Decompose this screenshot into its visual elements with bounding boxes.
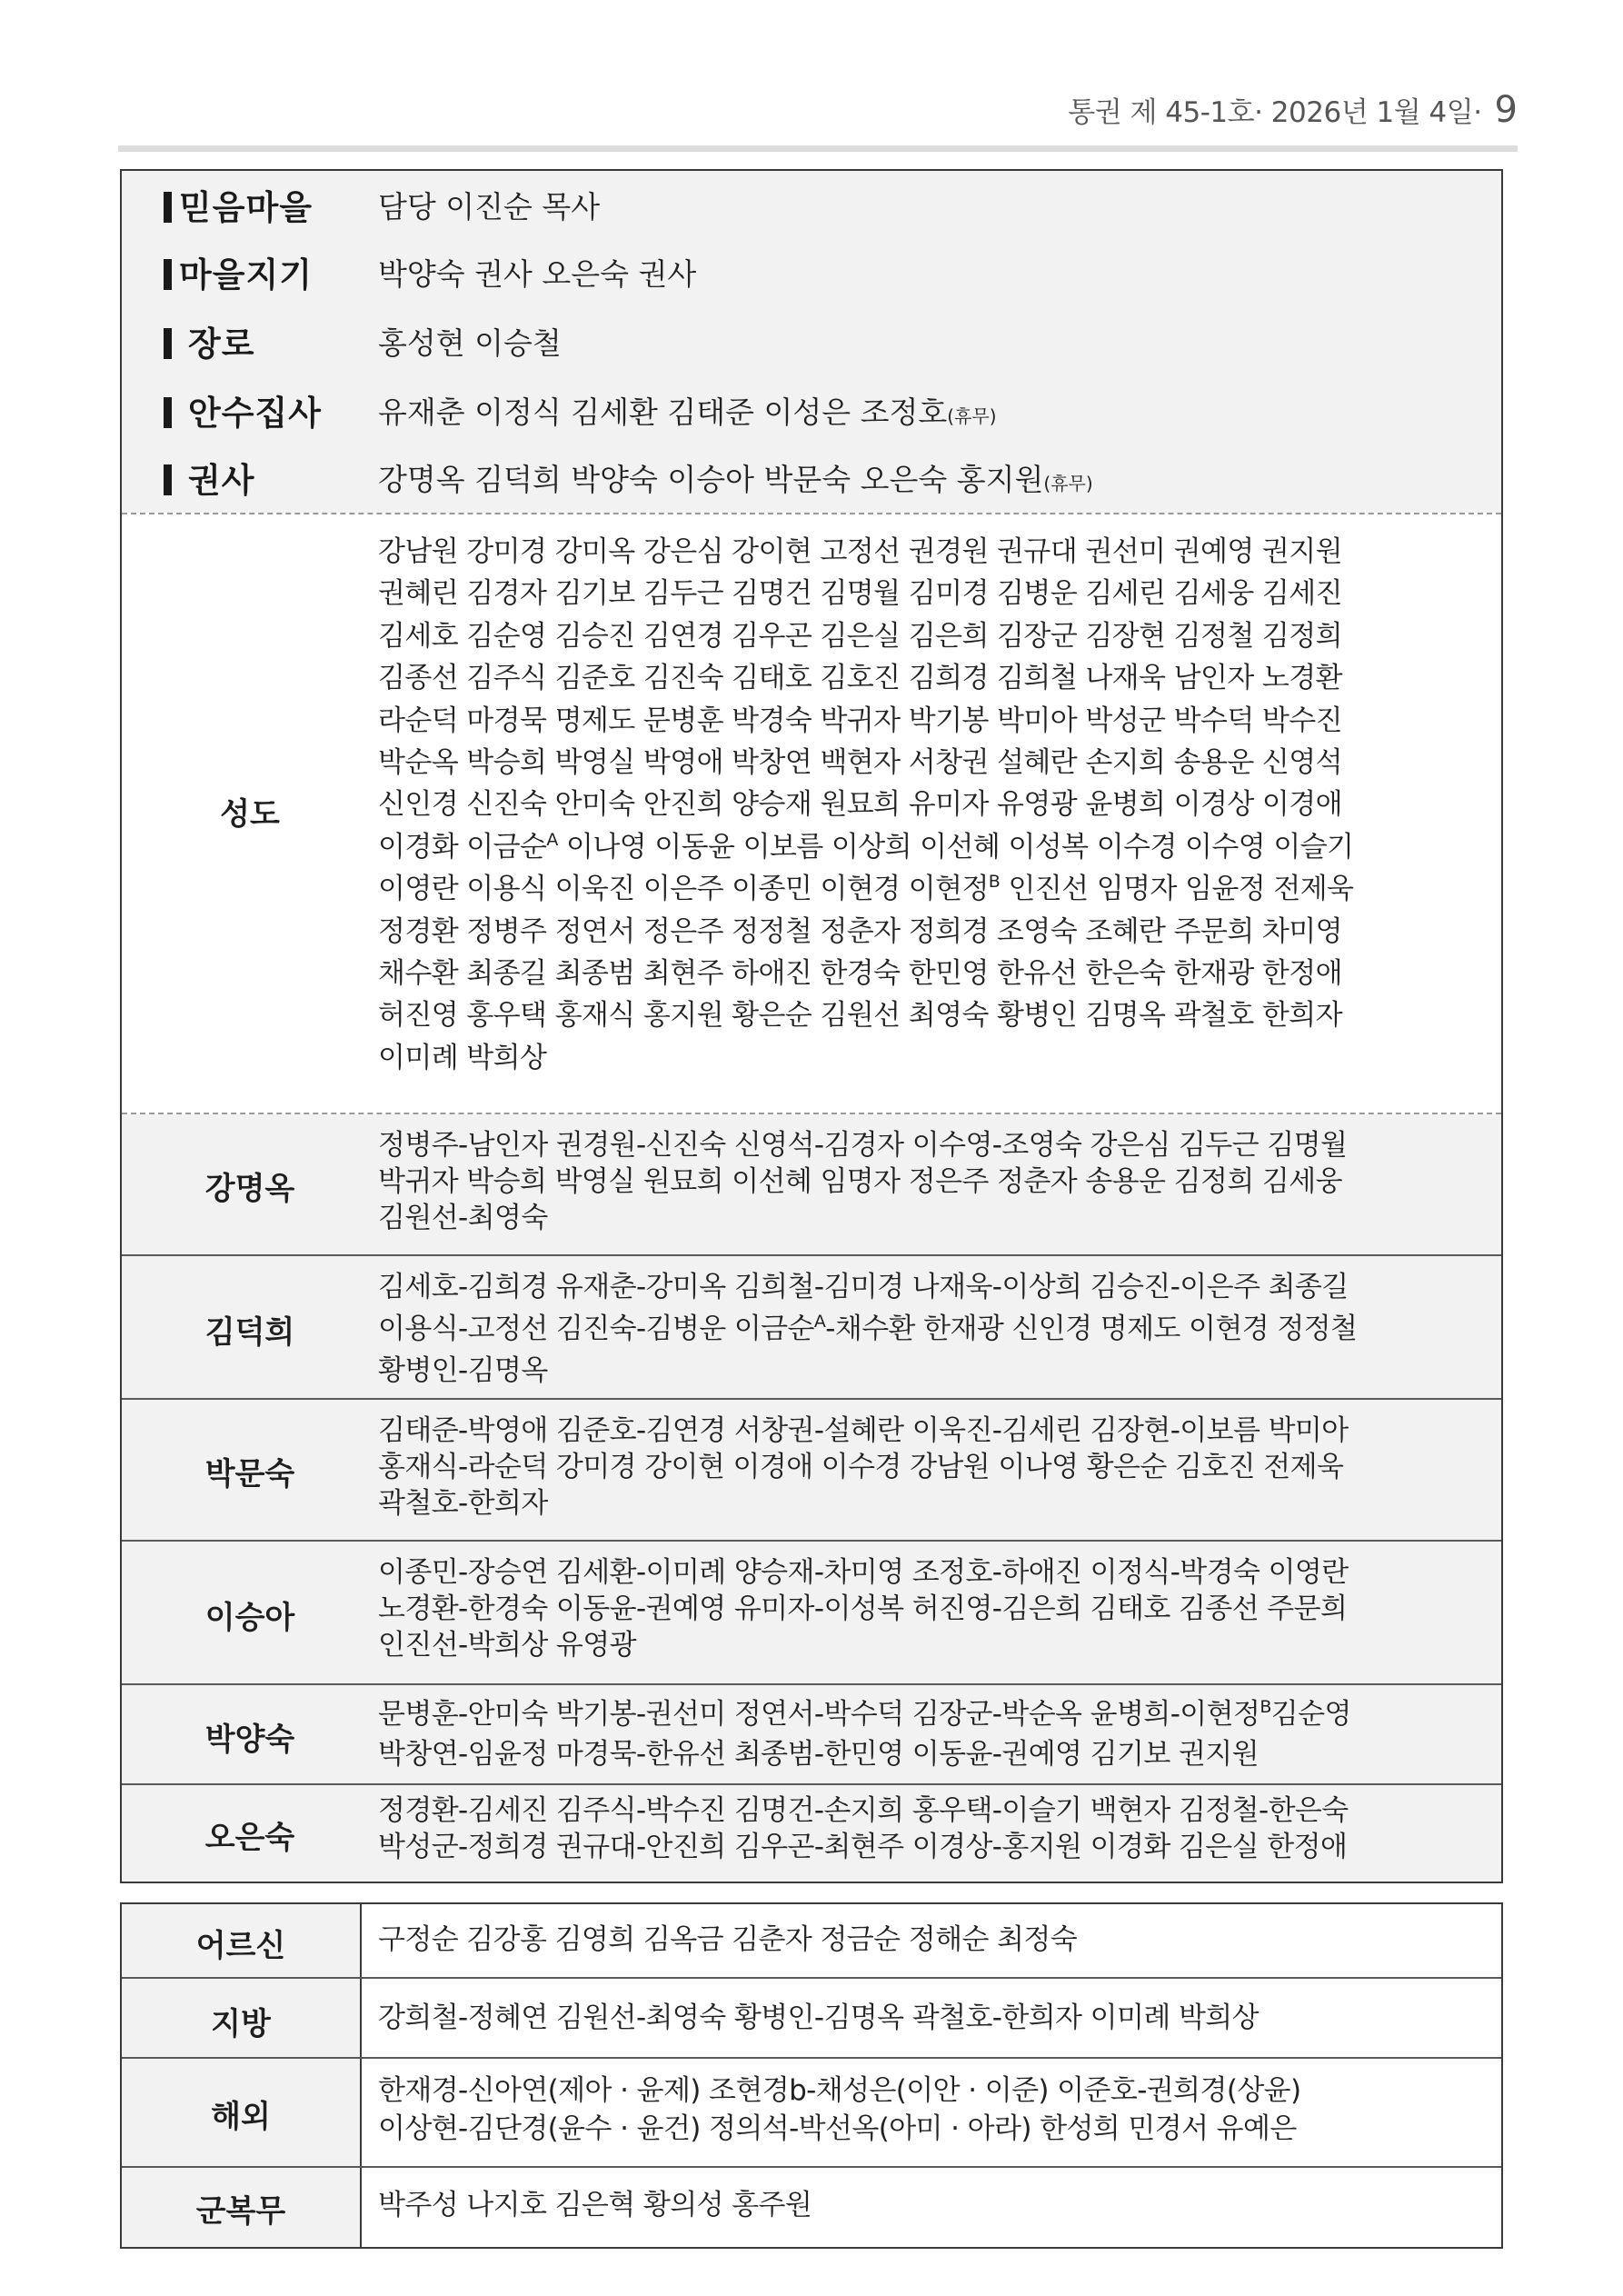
leader-row-kwonsa [122, 444, 1501, 511]
group-leader: 오은숙 [204, 1820, 295, 1856]
group-members: 이종민-장승연 김세환-이미례 양승재-차미영 조정호-하애진 이정식-박경숙 이영란 노경환-한경숙 이동윤-권예영 유미자-이성복 허진영-김은희 김태호 김종선 주문희 인진선-박희상 유영광 [378, 1556, 1349, 1662]
leader-label: 믿음마을 [164, 180, 313, 229]
saints-line: 강남원 강미경 강미옥 강은심 강이현 고정선 권경원 권규대 권선미 권예영 권지원 [378, 535, 1342, 568]
saints-line: 라순덕 마경묵 명제도 문병훈 박경숙 박귀자 박기봉 박미아 박성군 박수덕 박수진 [378, 704, 1342, 737]
saints-line: 신인경 신진숙 안미숙 안진희 양승재 원묘희 유미자 유영광 윤병희 이경상 이경애 [378, 788, 1342, 822]
bullet-bar-icon [164, 328, 172, 359]
leader-label: 장로 [164, 316, 254, 365]
leader-row-deacon [122, 376, 1501, 444]
saints-line: 김종선 김주식 김준호 김진숙 김태호 김호진 김희경 김희철 나재욱 남인자 노경환 [378, 662, 1342, 695]
group-kimdeokhee [122, 1256, 1501, 1398]
saints-line: 이영란 이용식 이욱진 이은주 이종민 이현경 이현정$^B$ 인진선 임명자 임윤정 전제욱 [378, 872, 1354, 906]
group-leeseunga [122, 1542, 1501, 1683]
leader-value: 유재춘 이정식 김세환 김태준 이성은 조정호(휴무) [378, 394, 997, 430]
leader-value: 박양숙 권사 오은숙 권사 [378, 256, 697, 292]
leader-value: 홍성현 이승철 [378, 325, 562, 361]
group-leader: 이승아 [204, 1600, 295, 1636]
elders-label: 어르신 [195, 1928, 286, 1964]
saints-line: 권혜린 김경자 김기보 김두근 김명건 김명월 김미경 김병운 김세린 김세웅 김세진 [378, 577, 1342, 611]
military-label: 군복무 [195, 2193, 286, 2230]
section-divider [122, 513, 1501, 514]
header-rule [118, 145, 1518, 152]
elders-row [122, 1904, 1501, 1977]
group-members: 김세호-김희경 유재춘-강미옥 김희철-김미경 나재욱-이상희 김승진-이은주 최종길 이용식-고정선 김진숙-김병운 이금순$^A$-채수환 한재광 신인경 명제도 이현경 정정철 황병인-김명옥 [378, 1271, 1358, 1387]
leader-value: 강명옥 김덕희 박양숙 이승아 박문숙 오은숙 홍지원(휴무) [378, 462, 1093, 497]
group-parkyangsuk [122, 1685, 1501, 1783]
saints-line: 허진영 홍우택 홍재식 홍지원 황은순 김원선 최영숙 황병인 김명옥 곽철호 한희자 [378, 999, 1342, 1033]
leader-row-elder [122, 307, 1501, 374]
group-members: 정병주-남인자 권경원-신진숙 신영석-김경자 이수영-조영숙 강은심 김두근 김명월 박귀자 박승희 박영실 원묘희 이선혜 임명자 정은주 정춘자 송용운 김정희 김세웅 김원선-최영숙 [378, 1129, 1348, 1234]
group-oheunsuk [122, 1785, 1501, 1882]
elders-names: 구정순 김강홍 김영희 김옥금 김춘자 정금순 정해순 최정숙 [378, 1923, 1078, 1956]
group-parkmunsuk [122, 1400, 1501, 1540]
group-members: 문병훈-안미숙 박기봉-권선미 정연서-박수덕 김장군-박순옥 윤병희-이현정$^B$김순영 박창연-임윤정 마경묵-한유선 최종범-한민영 이동윤-권예영 김기보 권지원 [378, 1697, 1351, 1771]
leader-label: 안수집사 [164, 385, 322, 434]
saints-line: 박순옥 박승희 박영실 박영애 박창연 백현자 서창권 설혜란 손지희 송용운 신영석 [378, 746, 1342, 780]
bullet-bar-icon [164, 464, 172, 495]
saints-list [378, 531, 1496, 1079]
bullet-bar-icon [164, 397, 172, 428]
overseas-names: 한재경-신아연(제아 · 윤제) 조현경b-채성은(이안 · 이준) 이준호-권희경(상윤) 이상현-김단경(윤수 · 윤건) 정의석-박선옥(아미 · 아라) 한성희 민경서 유예은 [378, 2074, 1301, 2145]
regional-names: 강희철-정혜연 김원선-최영숙 황병인-김명옥 곽철호-한희자 이미례 박희상 [378, 2002, 1259, 2034]
leader-row-village [122, 171, 1501, 238]
leader-row-keeper [122, 238, 1501, 305]
group-members: 김태준-박영애 김준호-김연경 서창권-설혜란 이욱진-김세린 김장현-이보름 박미아 홍재식-라순덕 강미경 강이현 이경애 이수경 강남원 이나영 황은순 김호진 전제욱 곽철호-한희자 [378, 1414, 1349, 1520]
group-leader: 강명옥 [204, 1171, 295, 1207]
leave-note: (휴무) [947, 405, 997, 427]
group-kangmyeongok [122, 1114, 1501, 1254]
saints-label: 성도 [220, 796, 280, 833]
page-header [118, 89, 1518, 129]
leave-note: (휴무) [1043, 473, 1093, 494]
overseas-row [122, 2059, 1501, 2166]
saints-line: 이경화 이금순$^A$ 이나영 이동윤 이보름 이상희 이선혜 이성복 이수경 이수영 이슬기 [378, 829, 1354, 863]
saints-line: 정경환 정병주 정연서 정은주 정정철 정춘자 정희경 조영숙 조혜란 주문희 차미영 [378, 914, 1342, 948]
overseas-label: 해외 [211, 2099, 271, 2135]
leader-label: 마을지기 [164, 247, 313, 296]
group-leader: 박양숙 [204, 1722, 295, 1758]
marker-a: A [546, 829, 558, 850]
saints-line: 김세호 김순영 김승진 김연경 김우곤 김은실 김은희 김장군 김장현 김정철 김정희 [378, 619, 1342, 653]
military-names: 박주성 나지호 김은혁 황의성 홍주원 [378, 2189, 812, 2221]
group-leader: 박문숙 [204, 1456, 295, 1492]
military-row [122, 2168, 1501, 2247]
marker-b: B [988, 872, 1001, 893]
saints-line: 채수환 최종길 최종범 최현주 하애진 한경숙 한민영 한유선 한은숙 한재광 한정애 [378, 957, 1342, 991]
bullet-bar-icon [164, 259, 172, 290]
roster-box [120, 169, 1503, 1883]
leader-value: 담당 이진순 목사 [378, 189, 601, 225]
group-leader: 김덕희 [204, 1314, 295, 1351]
regional-row [122, 1979, 1501, 2057]
leader-label: 권사 [164, 453, 254, 502]
page-number: 9 [1494, 89, 1518, 131]
issue-info: 통권 제 45-1호· 2026년 1월 4일· [1068, 96, 1482, 129]
regional-label: 지방 [211, 2006, 271, 2042]
saints-line: 이미례 박희상 [378, 1041, 547, 1074]
others-box [120, 1902, 1503, 2249]
group-members: 정경환-김세진 김주식-박수진 김명건-손지희 홍우택-이슬기 백현자 김정철-한은숙 박성군-정희경 권규대-안진희 김우곤-최현주 이경상-홍지원 이경화 김은실 한정애 [378, 1794, 1349, 1863]
bullet-bar-icon [164, 192, 172, 223]
leaders-section [122, 171, 1501, 513]
